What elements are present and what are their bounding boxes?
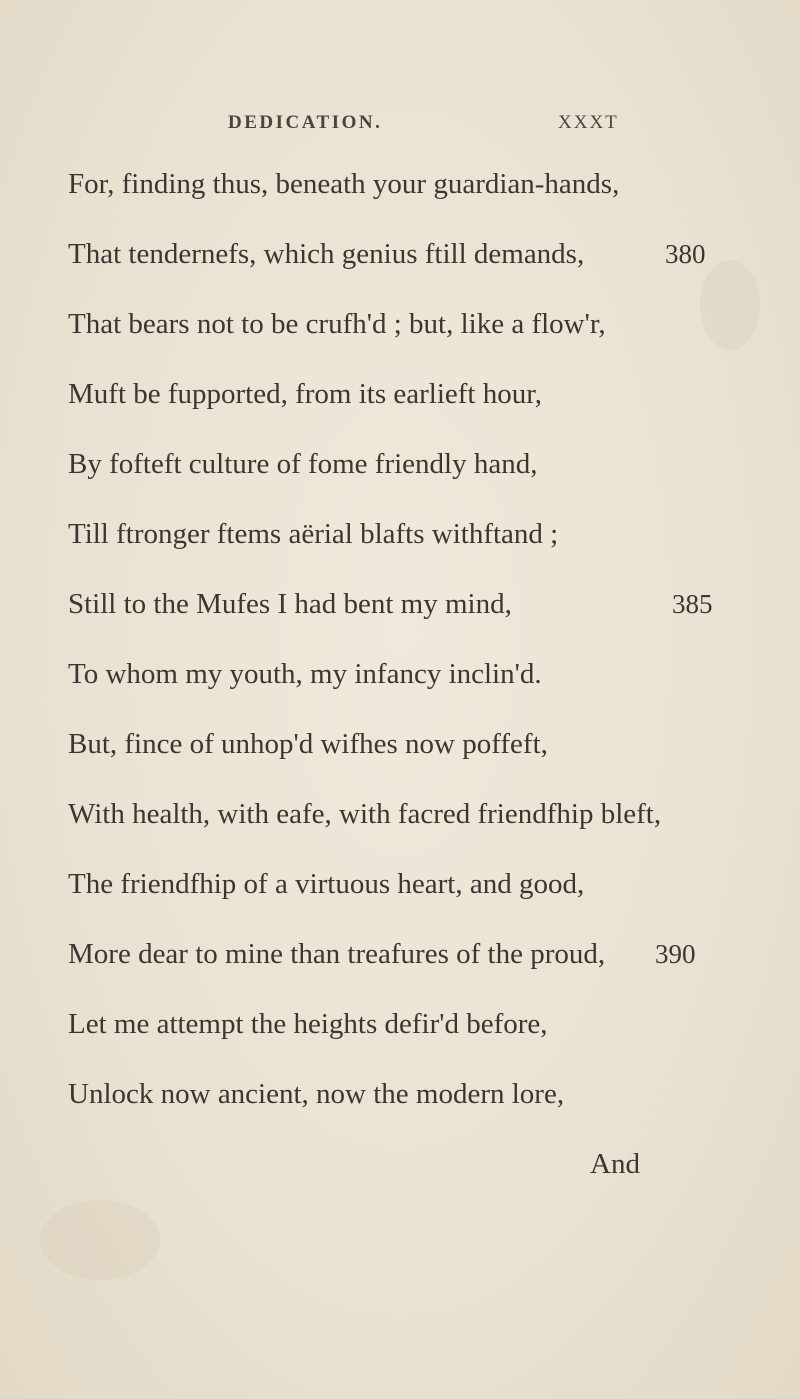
verse-line: Unlock now ancient, now the modern lore,: [68, 1078, 565, 1110]
line-number: 380: [665, 239, 706, 269]
verse-line: But, fince of unhop'd wifhes now poffeft,: [68, 728, 548, 760]
verse-line: To whom my youth, my infancy inclin'd.: [68, 658, 542, 690]
verse-line: That bears not to be crufh'd ; but, like a flow'r,: [68, 308, 606, 340]
verse-line: By fofteft culture of fome friendly hand,: [68, 448, 538, 480]
page-number: XXXT: [558, 112, 619, 133]
running-head-title: DEDICATION.: [228, 112, 383, 133]
verse-line: Till ftronger ftems aërial blafts withftand ;: [68, 518, 559, 550]
line-number: 390: [655, 939, 696, 969]
line-number: 385: [672, 589, 713, 619]
verse-line: With health, with eafe, with facred friendfhip bleft,: [68, 798, 662, 830]
verse-line: More dear to mine than treafures of the proud,: [68, 938, 606, 970]
catchword: And: [590, 1148, 640, 1180]
verse-line: The friendfhip of a virtuous heart, and good,: [68, 868, 585, 900]
verse-line: Let me attempt the heights defir'd before,: [68, 1008, 548, 1040]
verse-line: That tendernefs, which genius ftill demands,: [68, 238, 585, 270]
verse-line: Still to the Mufes I had bent my mind,: [68, 588, 512, 620]
verse-line: For, finding thus, beneath your guardian-hands,: [68, 168, 620, 200]
verse-line: Muft be fupported, from its earlieft hour,: [68, 378, 542, 410]
